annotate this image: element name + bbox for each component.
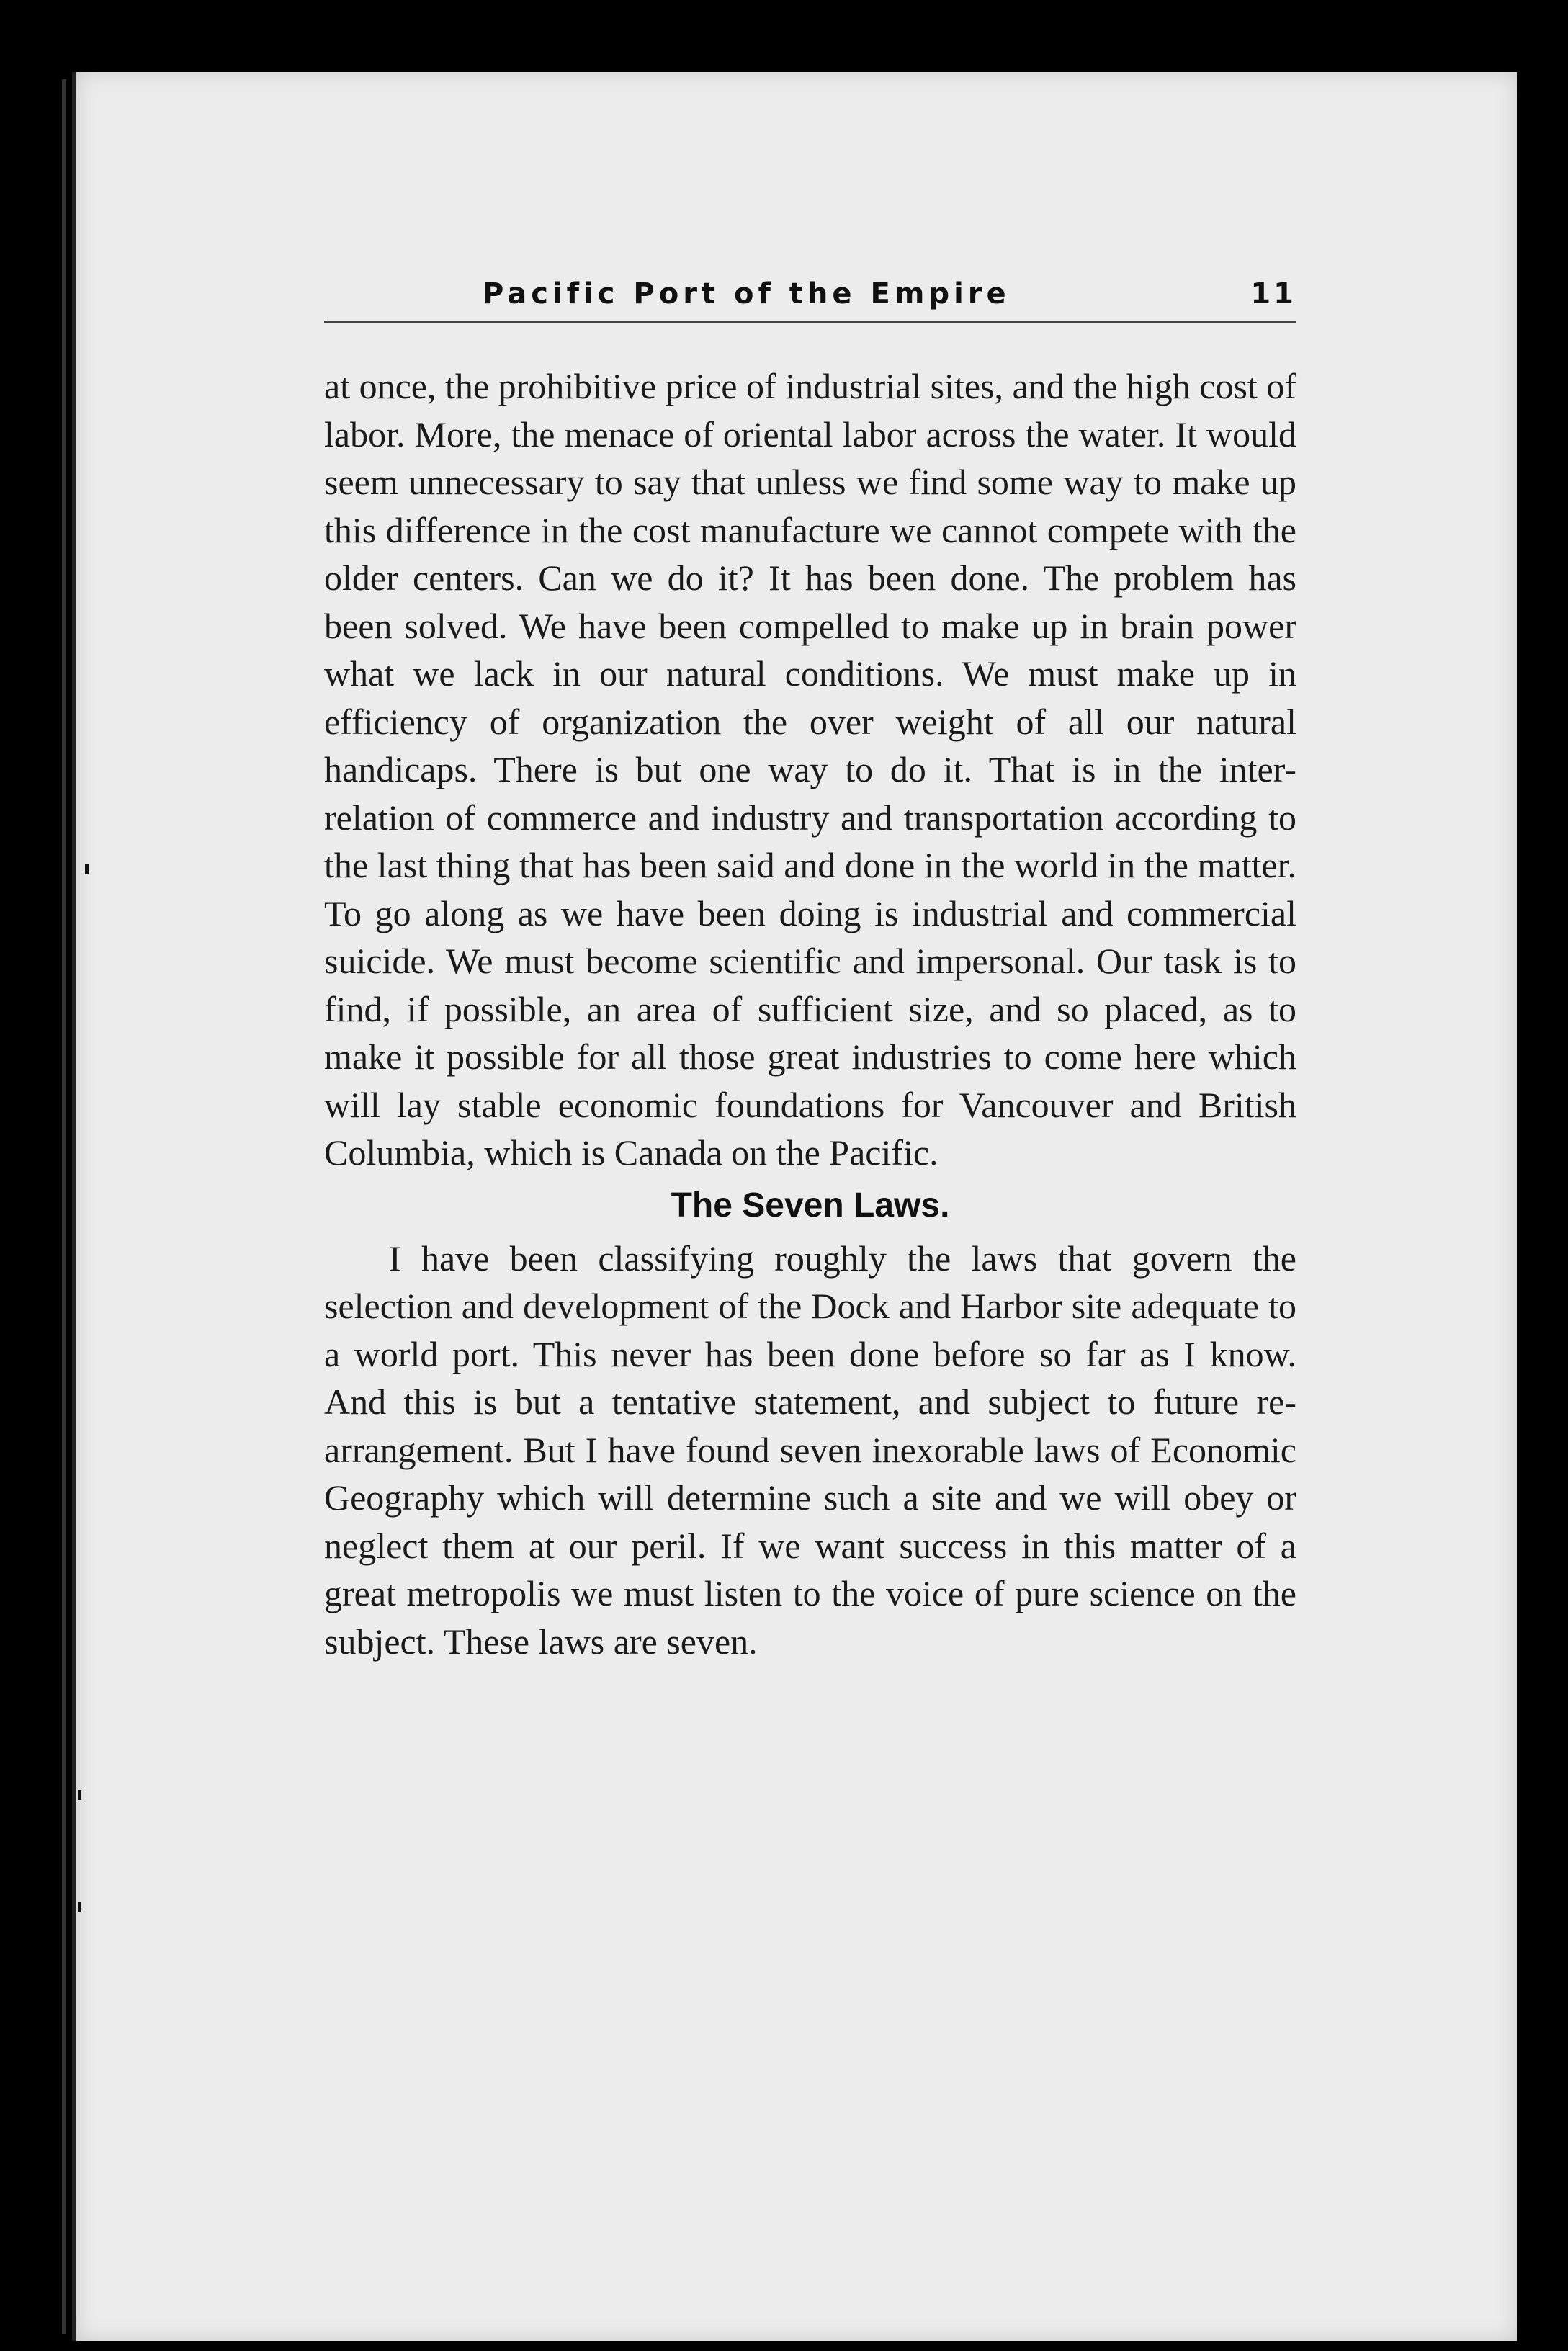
page-body xyxy=(324,362,1296,1665)
section-heading: The Seven Laws. xyxy=(671,1186,950,1224)
margin-mark xyxy=(78,1790,81,1800)
body-paragraph: at once, the prohibitive price of industrial sites, and the high cost of labor. More, the menace of oriental labor across the water. It would seem unnecessary to say that unless we find some way to make up this difference in the cost manufacture we cannot compete with the older centers. Can we do it? It has been done. The problem has been solved. We have been compelled to make up in brain power what we lack in our natural conditions. We must make up in efficiency of organization the over weight of all our natural handicaps. There is but one way to do it. That is in the inter-relation of commerce and industry and transportation according to the last thing that has been said and done in the world in the matter. To go along as we have been doing is industrial and commercial suicide. We must become scientific and impersonal. Our task is to find, if possible, an area of sufficient size, and so placed, as to make it possible for all those great industries to come here which will lay stable economic foundations for Vancouver and British Columbia, which is Canada on the Pacific. xyxy=(324,366,1296,1173)
margin-mark xyxy=(85,864,89,874)
running-header-title: Pacific Port of the Empire xyxy=(483,277,1011,310)
margin-mark xyxy=(78,1902,81,1912)
running-header xyxy=(324,277,1296,323)
page-number: 11 xyxy=(1250,277,1296,310)
body-paragraph: I have been classifying roughly the laws that govern the selection and development of the Dock and Harbor site adequate to a world port. This never has been done before so far as I know. And this is but a tentative statement, and subject to future re-arrangement. But I have found seven inexorable laws of Economic Geography which will determine such a site and we will obey or neglect them at our peril. If we want success in this matter of a great metropolis we must listen to the voice of pure science on the subject. These laws are seven. xyxy=(324,1237,1296,1662)
book-spine-edge xyxy=(62,79,66,2334)
